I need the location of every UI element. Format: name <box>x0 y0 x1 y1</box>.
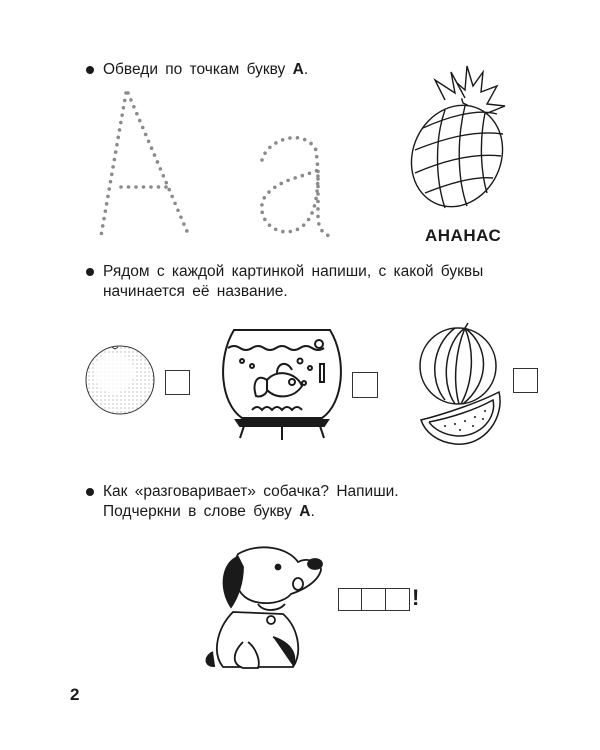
watermelon-picture <box>415 322 505 448</box>
pineapple-label: АНАНАС <box>425 226 502 245</box>
bullet <box>86 268 94 276</box>
answer-box-orange[interactable] <box>165 370 190 395</box>
answer-box-letter-3[interactable] <box>385 588 410 611</box>
trace-a-left-stroke <box>101 93 126 236</box>
task-1-instruction: Обведи по точкам букву А. <box>86 60 308 80</box>
trace-small-a <box>262 138 332 236</box>
bullet <box>86 488 94 496</box>
task-2-instruction: Рядом с каждой картинкой напиши, с какой буквы начинается её название. <box>86 262 483 302</box>
exclamation-mark: ! <box>412 585 420 610</box>
orange-picture <box>84 343 156 417</box>
dog-picture <box>203 542 328 674</box>
page-number: 2 <box>70 685 80 704</box>
answer-box-letter-2[interactable] <box>361 588 386 611</box>
task-3-instruction: Как «разговаривает» собачка? Напиши. Подчеркни в слове букву А. <box>86 482 399 522</box>
answer-box-letter-1[interactable] <box>338 588 362 611</box>
aquarium-picture <box>222 328 342 442</box>
pineapple-picture <box>405 58 515 218</box>
answer-box-watermelon[interactable] <box>513 368 538 393</box>
answer-box-aquarium[interactable] <box>352 372 378 398</box>
trace-a-right-stroke <box>128 93 189 236</box>
